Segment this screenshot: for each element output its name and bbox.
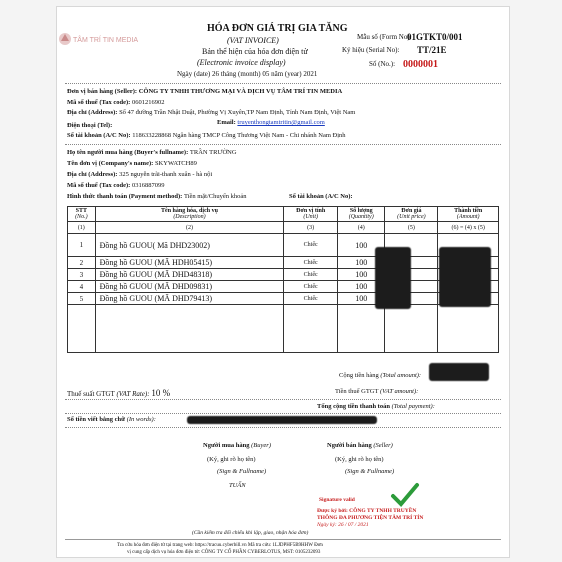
redacted-price-column — [375, 247, 411, 309]
buyer-name: Họ tên người mua hàng (Buyer's fullname): TRẦN TRƯỜNG — [67, 149, 237, 156]
grand-total-label: Tổng cộng tiền thanh toán (Total payment): — [317, 403, 435, 410]
invoice-title-en: (VAT INVOICE) — [227, 36, 279, 45]
signature-valid-label: Signature valid — [319, 497, 355, 503]
table-header-row — [68, 207, 499, 222]
form-no-label: Mẫu số (Form No): — [357, 33, 412, 41]
invoice-page — [56, 6, 510, 558]
company-logo — [57, 29, 139, 49]
redacted-amount-column — [439, 247, 491, 307]
buyer-sign-label: Người mua hàng (Buyer) — [203, 442, 271, 449]
col-header-amount: Thành tiền (Amount) — [438, 207, 499, 222]
table-row: 3 Đồng hồ GUOU (MÃ DHD48318) Chiếc 100 — [68, 269, 499, 281]
invoice-display-note: Bản thể hiện của hóa đơn điện tử — [202, 47, 308, 56]
vat-rate: Thuế suất GTGT (VAT Rate): 10 % — [67, 388, 171, 398]
payment-method: Hình thức thanh toán (Payment method): Tiền mặt/Chuyển khoản — [67, 193, 247, 200]
amount-in-words-label: Số tiền viết bằng chữ (In words): — [67, 416, 156, 423]
seller-name: Đơn vị bán hàng (Seller): CÔNG TY TNHH THƯƠNG MẠI VÀ DỊCH VỤ TÂM TRÍ TIN MEDIA — [67, 88, 343, 95]
col-header-stt: STT (No.) — [68, 207, 96, 222]
invoice-display-note-en: (Electronic invoice display) — [197, 58, 286, 67]
seller-email: Email: truyenthongtamtritin@gmail.com — [217, 119, 325, 126]
seller-phone: Điện thoại (Tel): — [67, 122, 113, 129]
items-table — [67, 206, 499, 353]
buyer-tax-code: Mã số thuế (Tax code): 0316887099 — [67, 182, 165, 189]
serial-no-value: TT/21E — [417, 45, 447, 55]
invoice-no-label: Số (No.): — [369, 60, 396, 68]
table-row: 4 Đồng hồ GUOU (MÃ DHD09831) Chiếc 100 — [68, 281, 499, 293]
buyer-account: Số tài khoản (A/C No): — [289, 193, 353, 200]
seller-account: Số tài khoản (A/C No): 118633228868 Ngân hàng TMCP Công Thương Việt Nam - Chi nhánh Nam Định — [67, 132, 346, 139]
invoice-date: Ngày (date) 26 tháng (month) 05 năm (year) 2021 — [177, 70, 318, 78]
buyer-address: Địa chỉ (Address): 325 nguyễn trãi-thanh xuân - hà nội — [67, 171, 213, 178]
table-index-row: (1) (2) (3) (4) (5) (6) = (4) x (5) — [68, 222, 499, 234]
seller-sign-note: (Ký, ghi rõ họ tên) — [335, 456, 384, 463]
seller-sign-label: Người bán hàng (Seller) — [327, 442, 393, 449]
footer-note: (Cần kiểm tra đối chiếu khi lập, giao, nhận hóa đơn) — [192, 530, 309, 536]
form-no-value: 01GTKT0/001 — [407, 32, 463, 42]
table-row: 1 Đồng hồ GUOU( Mã DHD23002) Chiếc 100 — [68, 234, 499, 257]
seller-address: Địa chỉ (Address): Số 47 đường Trần Nhật Duật, Phường Vị Xuyên,TP Nam Định, Tỉnh Nam Định, Việt Nam — [67, 109, 356, 116]
invoice-title: HÓA ĐƠN GIÁ TRỊ GIA TĂNG — [207, 23, 348, 34]
total-amount-label: Cộng tiền hàng (Total amount): — [339, 372, 422, 379]
buyer-unit: Tên đơn vị (Company's name): SKYWATCH89 — [67, 160, 197, 167]
logo-graphic-icon — [57, 29, 139, 49]
svg-text:TÂM TRÍ TIN MEDIA: TÂM TRÍ TIN MEDIA — [73, 37, 139, 44]
buyer-sign-note-en: (Sign & Fullname) — [217, 468, 267, 475]
footer-lookup: Tra cứu hóa đơn điện tử tại trang web: https://tracuu.cyberbill.vn Mã tra cứu: 1LJDPHF5B9HHW Đơn — [117, 543, 323, 548]
invoice-no-value: 0000001 — [403, 59, 438, 70]
buyer-signature: TUẤN — [229, 482, 246, 489]
seller-tax-code: Mã số thuế (Tax code): 0601216902 — [67, 99, 165, 106]
seller-sign-note-en: (Sign & Fullname) — [345, 468, 395, 475]
seller-email-link[interactable]: truyenthongtamtritin@gmail.com — [237, 119, 325, 126]
serial-no-label: Ký hiệu (Serial No): — [342, 46, 400, 54]
redacted-subtotal — [429, 363, 489, 381]
col-header-desc: Tên hàng hóa, dịch vụ (Description) — [95, 207, 284, 222]
table-row: 5 Đồng hồ GUOU (MÃ DHD79413) Chiếc 100 — [68, 293, 499, 305]
buyer-sign-note: (Ký, ghi rõ họ tên) — [207, 456, 256, 463]
signature-signed-by: Được ký bởi: CÔNG TY TNHH TRUYỀN THÔNG ĐA PHƯƠNG TIỆN TÂM TRÍ TÍN Ngày ký: 26 / 07 / 2021 — [317, 508, 424, 528]
col-header-unit: Đơn vị tính (Unit) — [284, 207, 338, 222]
vat-amount-label: Tiền thuế GTGT (VAT amount): — [335, 388, 419, 395]
table-row: 2 Đồng hồ GUOU (MÃ HDH05415) Chiếc 100 — [68, 257, 499, 269]
col-header-price: Đơn giá (Unit price) — [385, 207, 438, 222]
col-header-qty: Số lượng (Quantity) — [338, 207, 385, 222]
footer-provider: vị cung cấp dịch vụ hóa đơn điện tử: CÔNG TY CỔ PHẦN CYBERLOTUS, MST: 0105232093 — [127, 550, 321, 555]
redacted-amount-in-words — [187, 416, 377, 424]
